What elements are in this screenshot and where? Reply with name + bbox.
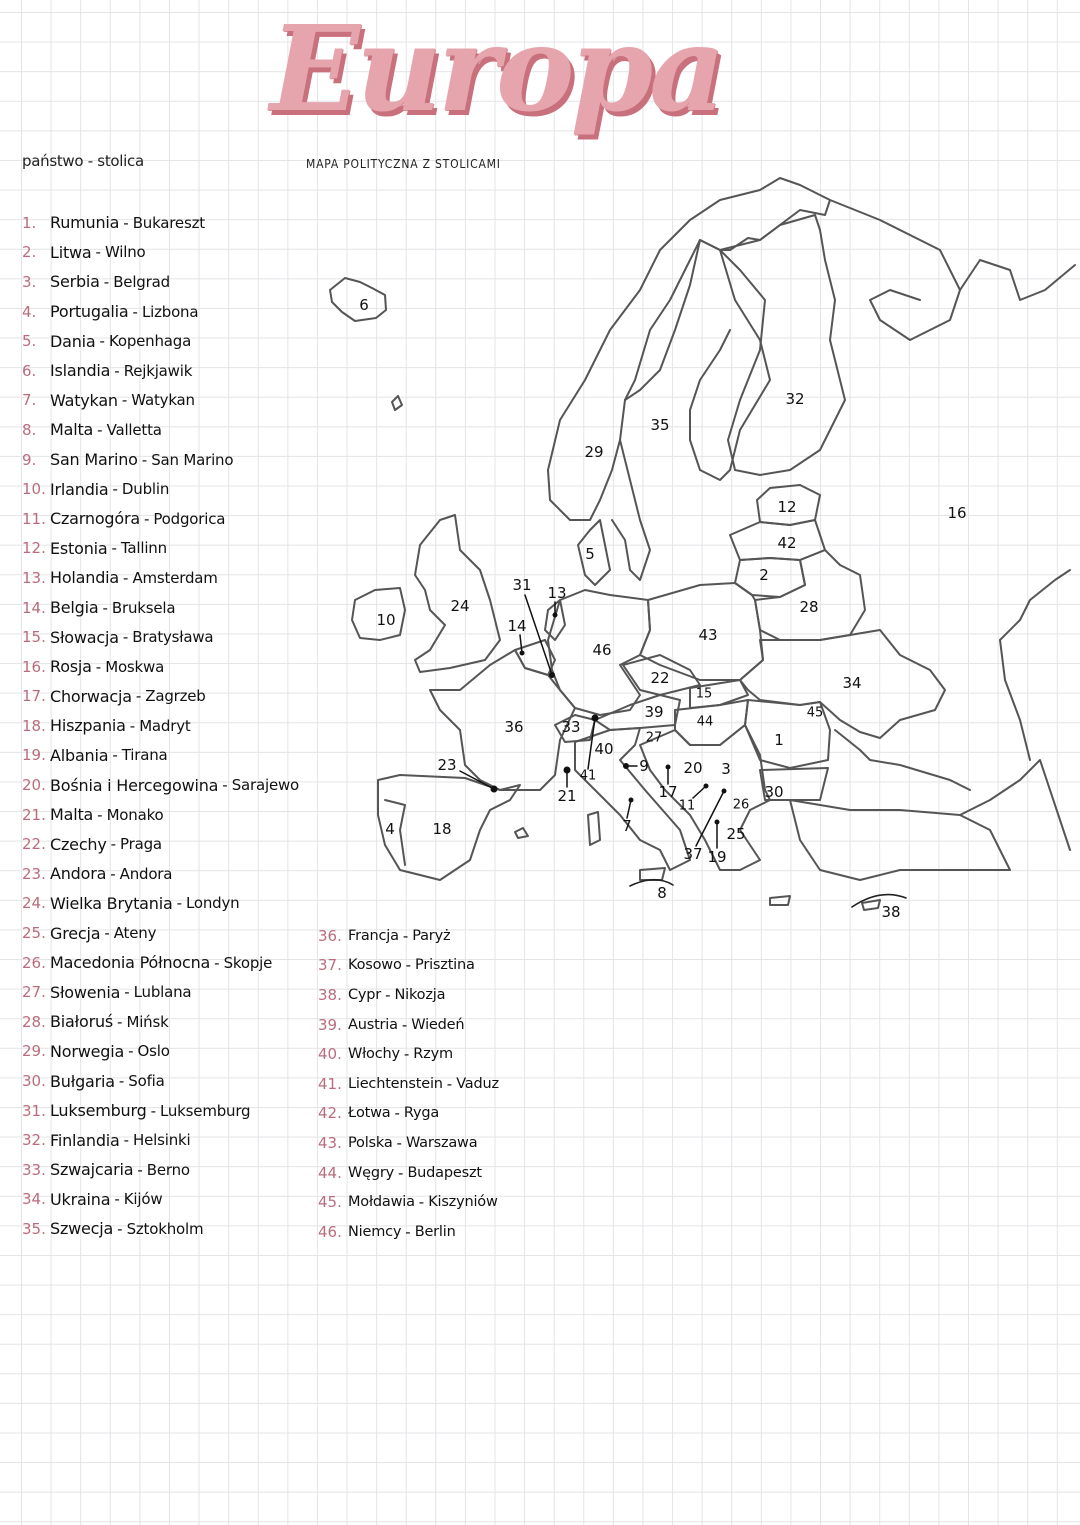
capital-name: Kiszyniów [428, 1194, 498, 1211]
map-label-1: 1 [774, 731, 784, 749]
country-name: Ukraina [50, 1189, 111, 1209]
country-list-item [22, 770, 299, 800]
separator: - [150, 1101, 156, 1120]
separator: - [114, 1190, 120, 1209]
country-name: Słowacja [50, 627, 119, 647]
item-number: 24. [22, 894, 46, 913]
country-name: Malta [50, 805, 94, 825]
map-label-5: 5 [585, 545, 595, 563]
country-name: Mołdawia [348, 1194, 415, 1211]
map-label-44: 44 [696, 714, 714, 730]
capital-name: Londyn [186, 894, 240, 913]
capital-name: Lizbona [141, 302, 199, 321]
capital-name: Warszawa [405, 1134, 478, 1151]
separator: - [403, 1045, 410, 1064]
capital-name: Valletta [106, 420, 162, 439]
country-list-item [22, 297, 299, 327]
country-list-item [22, 504, 299, 534]
turkey-outline [790, 800, 1010, 880]
country-name: Łotwa [348, 1105, 391, 1122]
belarus-outline [755, 550, 865, 640]
country-list-item [22, 445, 299, 475]
map-header: MAPA POLITYCZNA Z STOLICAMI [306, 157, 501, 171]
item-number: 20. [22, 776, 46, 795]
map-label-4: 4 [385, 820, 395, 838]
country-list-item [318, 1158, 499, 1188]
map-label-46: 46 [592, 641, 612, 659]
item-number: 17. [22, 687, 46, 706]
country-list-item [318, 1039, 499, 1069]
country-list-item [22, 208, 299, 238]
country-list-item [318, 951, 499, 981]
separator: - [123, 568, 129, 587]
map-label-45: 45 [806, 705, 824, 721]
country-name: Serbia [50, 272, 100, 292]
item-number: 22. [22, 835, 46, 854]
country-list-item [318, 1187, 499, 1217]
capital-name: Nikozja [394, 986, 446, 1003]
item-number: 16. [22, 657, 46, 676]
capital-name: Rejkjawik [123, 361, 193, 380]
country-list-item [22, 1125, 299, 1155]
capital-name: Bruksela [111, 598, 176, 617]
map-label-41: 41 [579, 768, 597, 784]
item-number: 19. [22, 746, 46, 765]
capital-name: Prisztina [415, 957, 475, 974]
item-number: 7. [22, 391, 37, 410]
item-number: 39. [318, 1015, 342, 1034]
country-list-item [318, 921, 499, 951]
item-number: 4. [22, 302, 37, 321]
separator: - [99, 332, 105, 351]
country-name: Liechtenstein [348, 1075, 443, 1092]
item-number: 41. [318, 1074, 342, 1093]
map-label-2: 2 [759, 566, 769, 584]
finland-outline [720, 215, 845, 475]
separator: - [123, 1131, 130, 1150]
capital-name: Wiedeń [411, 1016, 465, 1033]
scandinavia-outline [548, 178, 830, 520]
country-name: Szwajcaria [50, 1160, 134, 1180]
country-name: Hiszpania [50, 716, 126, 736]
map-label-7: 7 [622, 817, 632, 835]
capital-name: Lublana [133, 983, 192, 1002]
country-list-item [22, 829, 299, 859]
country-list-item [318, 1099, 499, 1129]
map-label-26: 26 [732, 797, 750, 813]
separator: - [446, 1074, 453, 1093]
country-name: Białoruś [50, 1012, 114, 1032]
separator: - [385, 985, 391, 1004]
capital-name: Rzym [413, 1046, 453, 1063]
country-name: Holandia [50, 568, 120, 588]
country-list-item [22, 356, 299, 386]
separator: - [117, 1219, 123, 1238]
item-number: 21. [22, 805, 46, 824]
map-label-17: 17 [658, 783, 678, 801]
capital-name: Bukareszt [132, 213, 205, 232]
item-number: 29. [22, 1042, 46, 1061]
separator: - [112, 480, 118, 499]
austria-outline [595, 695, 680, 730]
country-list-item [22, 267, 299, 297]
capital-name: Moskwa [105, 657, 165, 676]
map-label-25: 25 [726, 825, 746, 843]
list-header: państwo - stolica [22, 152, 144, 170]
country-name: Niemcy [348, 1223, 402, 1240]
item-number: 3. [22, 272, 37, 291]
country-list-item [22, 1066, 299, 1096]
map-label-16: 16 [947, 504, 967, 522]
country-name: Andora [50, 864, 107, 884]
map-label-15: 15 [695, 686, 713, 702]
separator: - [97, 805, 103, 824]
capital-name: Luksemburg [159, 1101, 251, 1120]
country-list-item [22, 1185, 299, 1215]
map-label-12: 12 [777, 498, 797, 516]
country-name: Dania [50, 331, 96, 351]
map-label-3: 3 [721, 760, 731, 778]
item-number: 44. [318, 1163, 342, 1182]
country-list-item [318, 1128, 499, 1158]
separator: - [402, 926, 409, 945]
item-number: 33. [22, 1160, 46, 1179]
country-name: Włochy [348, 1046, 400, 1063]
separator: - [117, 1012, 123, 1031]
item-number: 43. [318, 1133, 342, 1152]
map-label-37: 37 [683, 845, 703, 863]
item-number: 15. [22, 628, 46, 647]
item-number: 10. [22, 480, 46, 499]
separator: - [143, 509, 150, 528]
item-number: 42. [318, 1104, 342, 1123]
country-list-item [22, 977, 299, 1007]
country-list-item [22, 534, 299, 564]
separator: - [129, 716, 136, 735]
separator: - [401, 1015, 408, 1034]
country-name: Norwegia [50, 1041, 125, 1061]
capital-name: Berlin [414, 1223, 456, 1240]
map-label-11: 11 [678, 798, 696, 814]
map-label-30: 30 [764, 783, 784, 801]
country-name: Irlandia [50, 479, 109, 499]
map-label-9: 9 [639, 757, 649, 775]
country-name: Grecja [50, 923, 101, 943]
capital-name: Mińsk [126, 1012, 169, 1031]
country-list-item [318, 980, 499, 1010]
item-number: 6. [22, 361, 37, 380]
country-name: Finlandia [50, 1130, 120, 1150]
separator: - [104, 924, 110, 943]
separator: - [176, 894, 182, 913]
capital-name: Helsinki [133, 1131, 191, 1150]
map-label-36: 36 [504, 718, 524, 736]
capital-name: Berno [146, 1160, 190, 1179]
country-name: Rumunia [50, 213, 120, 233]
country-list-item [22, 386, 299, 416]
country-list-item [22, 711, 299, 741]
country-list-item [22, 415, 299, 445]
capital-name: Kopenhaga [108, 332, 192, 351]
item-number: 28. [22, 1012, 46, 1031]
capital-name: Madryt [139, 716, 191, 735]
capital-name: Dublin [121, 480, 170, 499]
separator: - [222, 776, 228, 795]
country-list-item [22, 563, 299, 593]
country-list-item [22, 859, 299, 889]
capital-name: Monako [106, 805, 164, 824]
netherlands-outline [545, 600, 565, 640]
separator: - [110, 835, 117, 854]
country-list-col1 [22, 208, 299, 1244]
country-list-item [22, 918, 299, 948]
capital-name: Wilno [104, 243, 146, 262]
separator: - [122, 628, 129, 647]
country-list-item [22, 622, 299, 652]
country-name: Chorwacja [50, 686, 132, 706]
item-number: 46. [318, 1222, 342, 1241]
country-name: Malta [50, 420, 94, 440]
map-label-18: 18 [432, 820, 452, 838]
capital-name: Andora [119, 864, 173, 883]
item-number: 30. [22, 1072, 46, 1091]
capital-name: Budapeszt [407, 1164, 482, 1181]
country-list-item [22, 1007, 299, 1037]
lithuania-outline [735, 558, 805, 597]
country-name: Bośnia i Hercegowina [50, 775, 219, 795]
country-name: Czechy [50, 834, 107, 854]
country-name: Bułgaria [50, 1071, 115, 1091]
country-name: Luksemburg [50, 1101, 147, 1121]
map-label-33: 33 [561, 718, 581, 736]
map-label-14: 14 [507, 617, 527, 635]
map-label-27: 27 [645, 730, 663, 746]
separator: - [398, 1163, 404, 1182]
country-name: Cypr [348, 986, 382, 1003]
separator: - [95, 657, 102, 676]
iceland-outline [330, 278, 386, 321]
item-number: 31. [22, 1101, 46, 1120]
item-number: 25. [22, 924, 46, 943]
country-list-item [22, 800, 299, 830]
map-label-38: 38 [881, 903, 901, 921]
uk-outline [415, 515, 500, 672]
item-number: 40. [318, 1045, 342, 1064]
country-name: Słowenia [50, 982, 121, 1002]
capital-name: Belgrad [113, 272, 170, 291]
map-label-19: 19 [707, 848, 727, 866]
map-label-42: 42 [777, 534, 797, 552]
item-number: 11. [22, 509, 46, 528]
map-label-35: 35 [650, 416, 670, 434]
item-number: 9. [22, 450, 37, 469]
country-name: Francja [348, 927, 399, 944]
map-label-13: 13 [547, 584, 567, 602]
separator: - [124, 983, 130, 1002]
country-name: Portugalia [50, 302, 129, 322]
country-name: Polska [348, 1134, 393, 1151]
capital-name: Paryż [412, 927, 451, 944]
country-name: San Marino [50, 450, 138, 470]
item-number: 37. [318, 956, 342, 975]
separator: - [396, 1133, 402, 1152]
separator: - [118, 1072, 125, 1091]
country-name: Szwecja [50, 1219, 114, 1239]
country-list-item [22, 652, 299, 682]
separator: - [112, 746, 118, 765]
separator: - [394, 1104, 400, 1123]
separator: - [102, 598, 108, 617]
separator: - [95, 243, 101, 262]
map-label-22: 22 [650, 669, 670, 687]
separator: - [137, 1160, 143, 1179]
map-label-32: 32 [785, 390, 805, 408]
country-list-item [318, 1217, 499, 1247]
item-number: 34. [22, 1190, 46, 1209]
country-list-item [22, 682, 299, 712]
country-name: Wielka Brytania [50, 893, 173, 913]
capital-name: Podgorica [153, 509, 226, 528]
map-label-8: 8 [657, 884, 667, 902]
item-number: 18. [22, 716, 46, 735]
country-name: Rosja [50, 657, 92, 677]
separator: - [135, 687, 142, 706]
separator: - [114, 361, 120, 380]
map-label-28: 28 [799, 598, 819, 616]
capital-name: Zagrzeb [145, 687, 206, 706]
separator: - [132, 302, 138, 321]
separator: - [123, 213, 129, 232]
item-number: 38. [318, 985, 342, 1004]
separator: - [405, 1222, 411, 1241]
separator: - [128, 1042, 134, 1061]
map-label-39: 39 [644, 703, 664, 721]
country-name: Albania [50, 745, 109, 765]
separator: - [103, 272, 110, 291]
country-name: Watykan [50, 390, 118, 410]
item-number: 5. [22, 332, 37, 351]
separator: - [141, 450, 148, 469]
capital-name: Sarajewo [231, 776, 300, 795]
capital-name: Vaduz [456, 1075, 499, 1092]
capital-name: Tallinn [120, 539, 167, 558]
item-number: 27. [22, 983, 46, 1002]
capital-name: Amsterdam [132, 568, 218, 587]
capital-name: Oslo [137, 1042, 170, 1061]
capital-name: Sofia [128, 1072, 165, 1091]
country-list-item [318, 1010, 499, 1040]
item-number: 35. [22, 1219, 46, 1238]
item-number: 23. [22, 864, 46, 883]
country-list-item [22, 474, 299, 504]
map-label-20: 20 [683, 759, 703, 777]
separator: - [111, 539, 117, 558]
map-label-10: 10 [376, 611, 396, 629]
country-name: Austria [348, 1016, 398, 1033]
country-list-item [22, 1155, 299, 1185]
country-list-item [22, 741, 299, 771]
country-list-col2 [318, 921, 499, 1247]
separator: - [97, 420, 103, 439]
separator: - [405, 956, 412, 975]
item-number: 2. [22, 243, 37, 262]
item-number: 36. [318, 926, 342, 945]
map-label-43: 43 [698, 626, 718, 644]
capital-name: Skopje [223, 953, 273, 972]
item-number: 1. [22, 213, 37, 232]
capital-name: Ryga [403, 1105, 440, 1122]
page-title: Europa [270, 0, 722, 138]
country-list-item [22, 889, 299, 919]
map-label-23: 23 [437, 756, 457, 774]
capital-name: Ateny [113, 924, 157, 943]
country-name: Czarnogóra [50, 509, 140, 529]
item-number: 13. [22, 568, 46, 587]
item-number: 14. [22, 598, 46, 617]
capital-name: Bratysława [132, 628, 214, 647]
item-number: 32. [22, 1131, 46, 1150]
map-label-6: 6 [359, 296, 369, 314]
map-label-31: 31 [512, 576, 532, 594]
country-list-item [22, 948, 299, 978]
country-list-item [318, 1069, 499, 1099]
country-list-item [22, 593, 299, 623]
capital-name: Tirana [121, 746, 168, 765]
capital-name: Watykan [131, 391, 195, 410]
map-label-40: 40 [594, 740, 614, 758]
capital-name: Praga [120, 835, 162, 854]
country-name: Kosowo [348, 957, 402, 974]
item-number: 45. [318, 1193, 342, 1212]
belgium-outline [515, 640, 555, 675]
item-number: 12. [22, 539, 46, 558]
country-name: Węgry [348, 1164, 395, 1181]
capital-name: Sztokholm [126, 1219, 204, 1238]
separator: - [418, 1193, 425, 1212]
map-label-24: 24 [450, 597, 470, 615]
country-list-item [22, 326, 299, 356]
map-label-34: 34 [842, 674, 862, 692]
separator: - [121, 391, 128, 410]
map-label-21: 21 [557, 787, 577, 805]
country-list-item [22, 238, 299, 268]
separator: - [214, 953, 220, 972]
item-number: 8. [22, 420, 37, 439]
map-label-29: 29 [584, 443, 604, 461]
country-name: Litwa [50, 242, 92, 262]
country-list-item [22, 1214, 299, 1244]
capital-name: San Marino [151, 450, 234, 469]
country-name: Estonia [50, 538, 108, 558]
item-number: 26. [22, 953, 46, 972]
country-name: Macedonia Północna [50, 953, 211, 973]
country-name: Belgia [50, 598, 99, 618]
country-list-item [22, 1037, 299, 1067]
separator: - [110, 864, 116, 883]
country-name: Islandia [50, 361, 111, 381]
capital-name: Kijów [123, 1190, 163, 1209]
country-list-item [22, 1096, 299, 1126]
